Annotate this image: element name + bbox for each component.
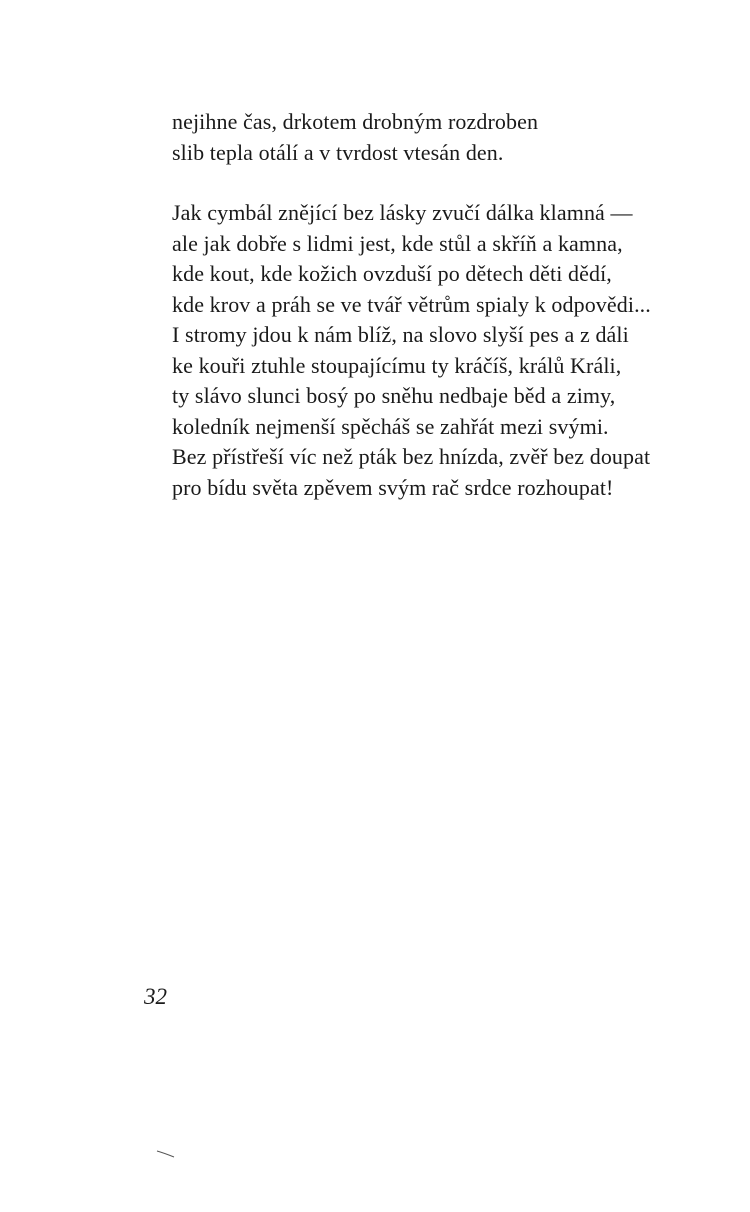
poem-line: slib tepla otálí a v tvrdost vtesán den. <box>172 139 504 165</box>
poem-line: ty slávo slunci bosý po sněhu nedbaje běd a zimy, <box>172 383 616 408</box>
scan-mark <box>156 1150 176 1158</box>
poem-line: ke kouři ztuhle stoupajícímu ty kráčíš, králů Králi, <box>172 352 622 378</box>
poem-line: koledník nejmenší spěcháš se zahřát mezi svými. <box>172 413 609 439</box>
poem-line: kde kout, kde kožich ovzduší po dětech děti dědí, <box>172 261 612 286</box>
poem-line: nejihne čas, drkotem drobným rozdroben <box>172 109 539 134</box>
poem-line: kde krov a práh se ve tvář větrům spialy k odpovědi... <box>172 291 651 317</box>
page-number: 32 <box>144 984 167 1009</box>
poem-line: ale jak dobře s lidmi jest, kde stůl a skříň a kamna, <box>172 230 623 256</box>
poem-stanza-1 <box>172 107 538 168</box>
poem-line: Jak cymbál znějící bez lásky zvučí dálka klamná — <box>172 200 633 225</box>
poem-stanza-2 <box>172 198 651 503</box>
poem-line: I stromy jdou k nám blíž, na slovo slyší pes a z dáli <box>172 322 629 347</box>
poem-line: pro bídu světa zpěvem svým rač srdce rozhoupat! <box>172 474 614 500</box>
poem-line: Bez přístřeší víc než pták bez hnízda, zvěř bez doupat <box>172 444 651 469</box>
